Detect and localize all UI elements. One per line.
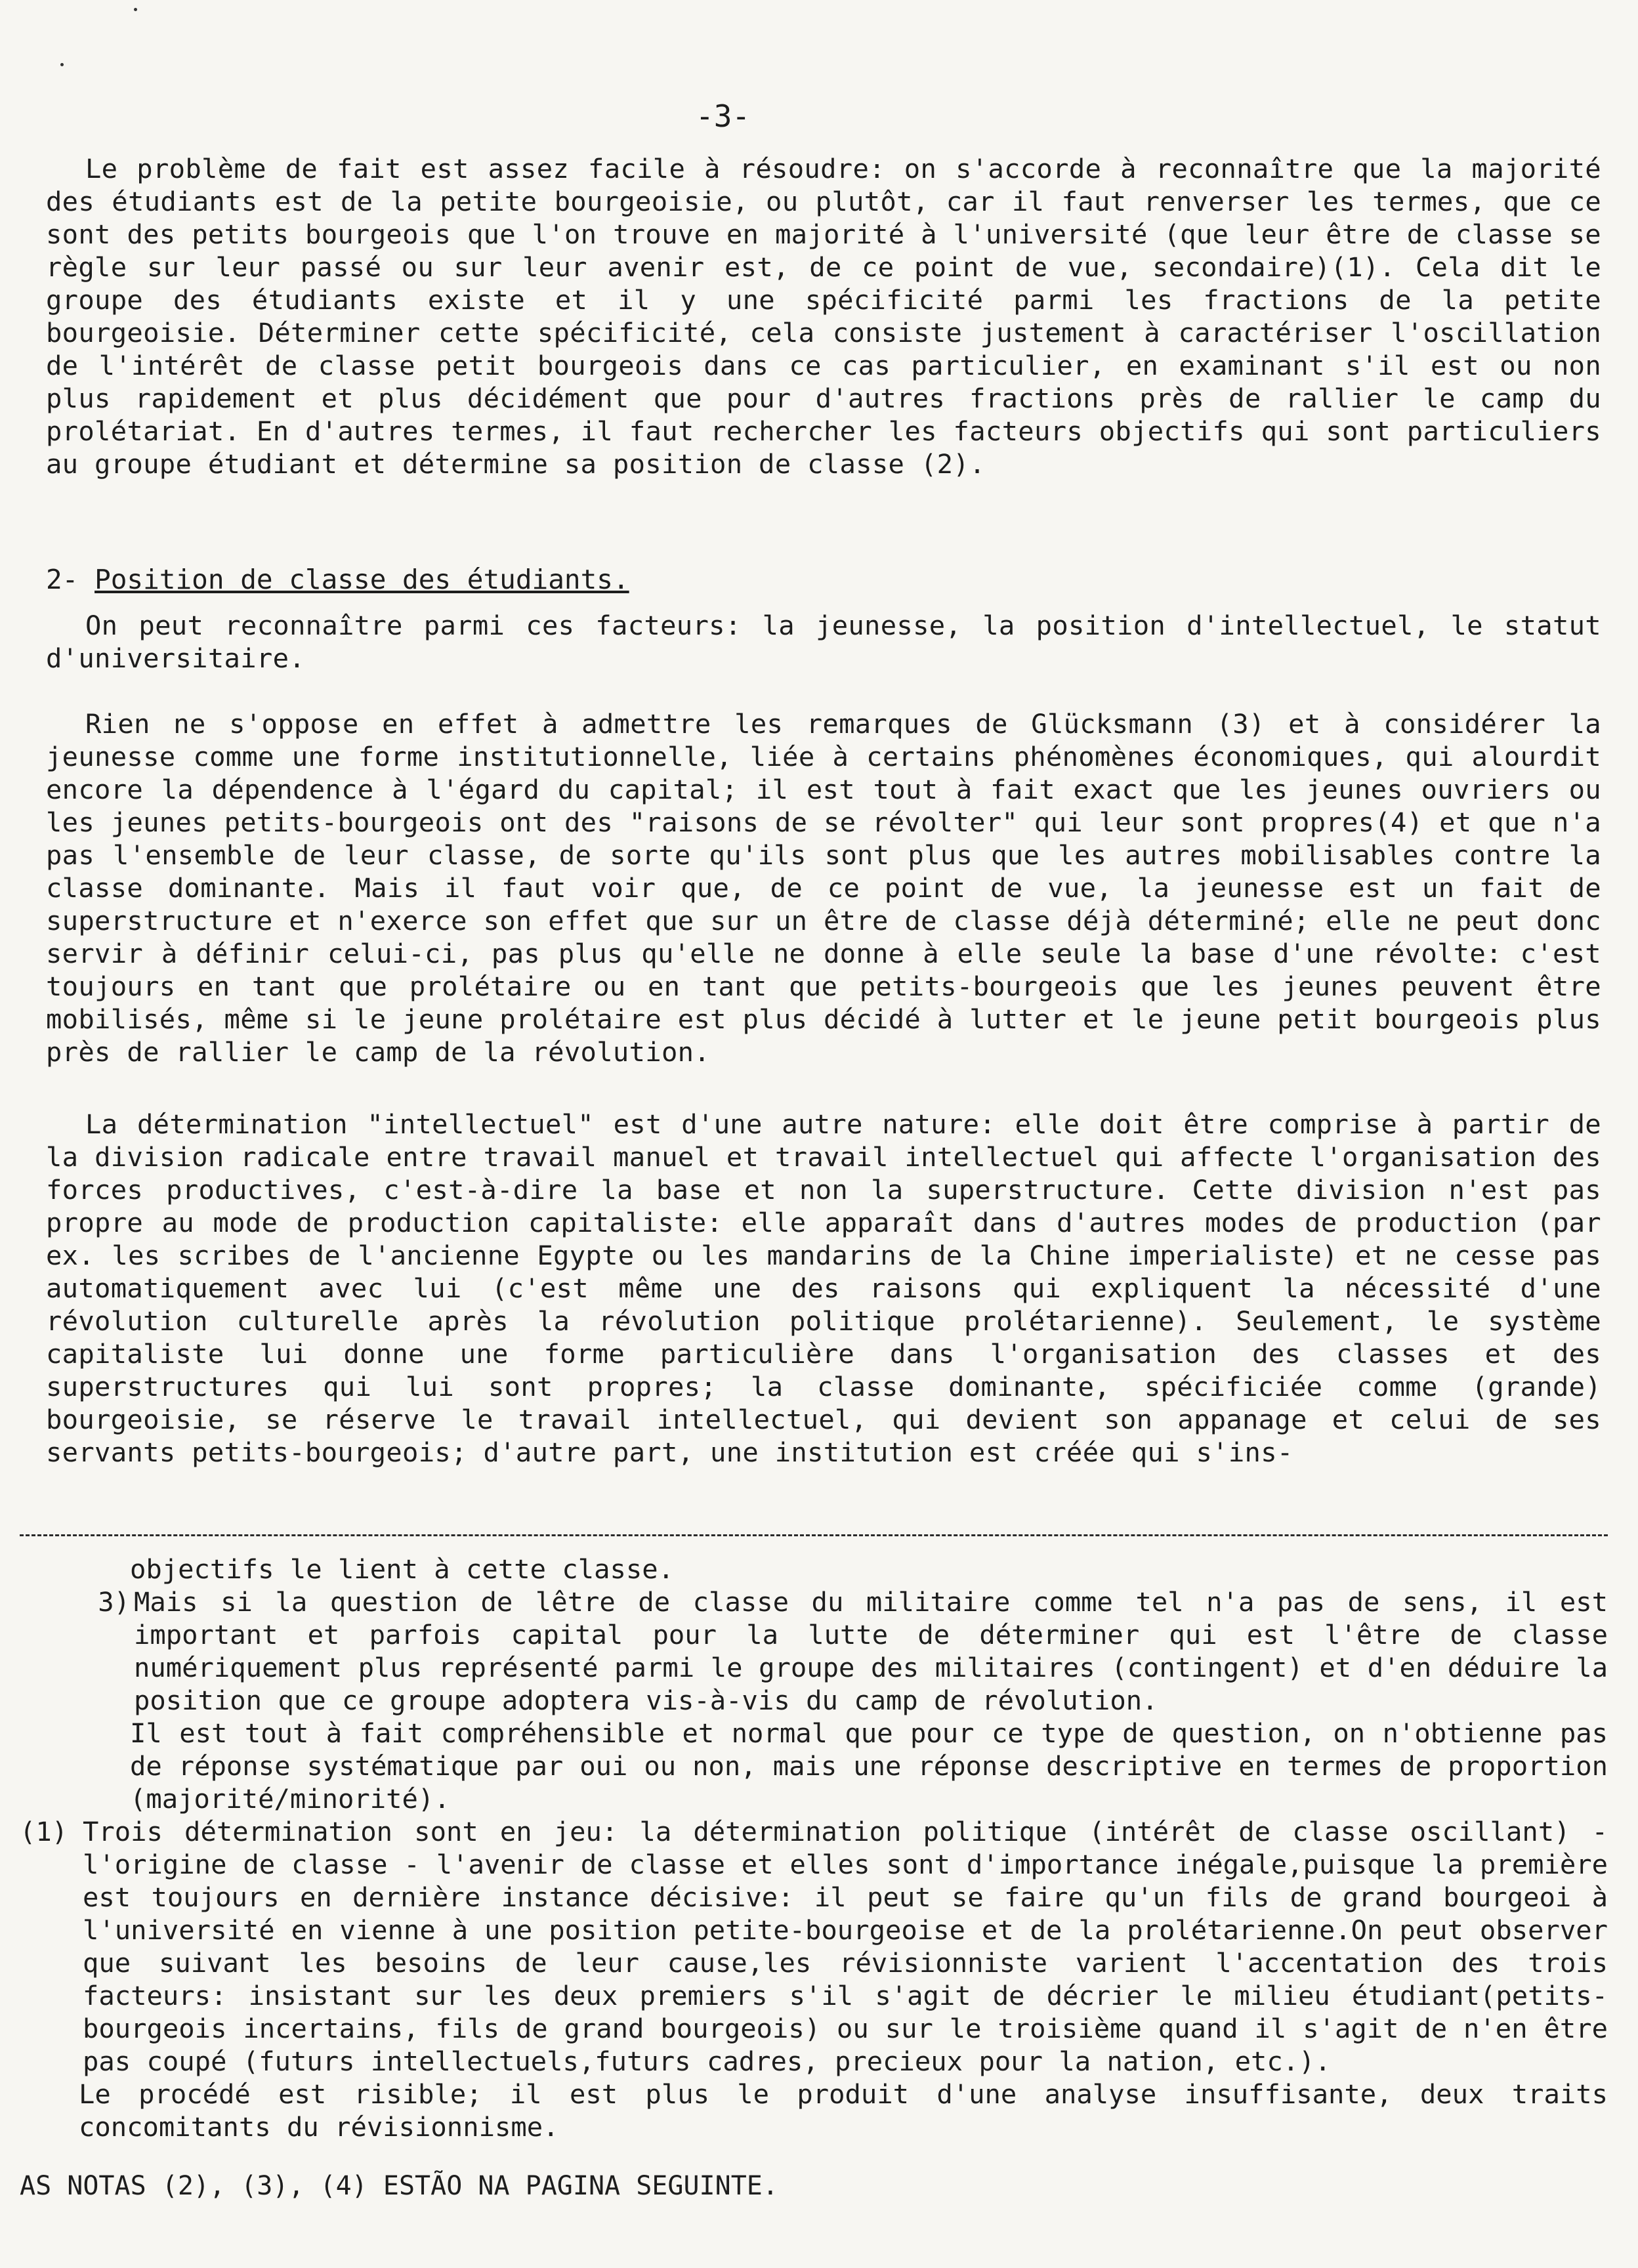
note-1 [20,1815,1608,2078]
scan-speck [60,63,64,66]
paragraph-text: On peut reconnaître parmi ces facteurs: la jeunesse, la position d'intellectuel, le statut d'universitaire. [46,610,1601,674]
paragraph-intellectuel [46,1108,1601,1469]
note-3-text-2: Il est tout à fait compréhensible et normal que pour ce type de question, on n'obtienne pas de réponse systématique par oui ou non, mais une réponse descriptive en termes de proportion (majorité/minorité). [130,1717,1608,1815]
note-1-mark: (1) [20,1816,68,1847]
section-heading-title: Position de classe des étudiants. [94,564,629,595]
scan-speck [134,8,137,11]
intro-paragraph [46,152,1601,480]
footer-note: AS NOTAS (2), (3), (4) ESTÃO NA PAGINA SEGUINTE. [20,2171,778,2201]
note-1-text-2: Le procédé est risible; il est plus le produit d'une analyse insuffisante, deux traits concomitants du révisionnisme. [79,2078,1608,2143]
section-heading-number: 2- [46,564,79,595]
note-3 [58,1586,1608,1717]
footnote-separator [20,1534,1608,1536]
paragraph-factors [46,609,1601,675]
page-number: -3- [696,98,751,134]
paragraph-jeunesse [46,707,1601,1068]
note-1-text: Trois détermination sont en jeu: la détermination politique (intérêt de classe oscillant) - l'origine de classe - l'avenir de classe et elles sont d'importance inégale,puisque la première est toujours en dernière instance décisive: il peut se faire qu'un fils de grand bourgeoi à l'université en vienne à une position petite-bourgeoise et de la prolétarienne.On peut observer que suivant les besoins de leur cause,les révisionniste varient l'accentation des trois facteurs: insistant sur les deux premiers s'il s'agit de décrier le milieu étudiant(petits-bourgeois incertains, fils de grand bourgeois) ou sur le troisième quand il s'agit de n'en être pas coupé (futurs intellectuels,futurs cadres, precieux pour la nation, etc.). [83,1816,1608,2077]
paragraph-text: La détermination "intellectuel" est d'une autre nature: elle doit être comprise à partir de la division radicale entre travail manuel et travail intellectuel qui affecte l'organisation des forces productives, c'est-à-dire la base et non la superstructure. Cette division n'est pas propre au mode de production capitaliste: elle apparaît dans d'autres modes de production (par ex. les scribes de l'ancienne Egypte ou les mandarins de la Chine imperialiste) et ne cesse pas automatiquement avec lui (c'est même une des raisons qui expliquent la nécessité d'une révolution culturelle après la révolution politique prolétarienne). Seulement, le système capitaliste lui donne une forme particulière dans l'organisation des classes et des superstructures qui lui sont propres; la classe dominante, spécificiée comme (grande) bourgeoisie, se réserve le travail intellectuel, qui devient son appanage et celui de ses servants petits-bourgeois; d'autre part, une institution est créée qui s'ins- [46,1108,1601,1468]
footnotes [20,1553,1608,2143]
note-3-mark: 3) [98,1586,130,1618]
paragraph-text: Rien ne s'oppose en effet à admettre les remarques de Glücksmann (3) et à considérer la jeunesse comme une forme institutionnelle, liée à certains phénomènes économiques, qui alourdit encore la dépendence à l'égard du capital; il est tout à fait exact que les jeunes ouvriers ou les jeunes petits-bourgeois ont des "raisons de se révolter" qui leur sont propres(4) et que n'a pas l'ensemble de leur classe, de sorte qu'ils sont plus que les autres mobilisables contre la classe dominante. Mais il faut voir que, de ce point de vue, la jeunesse est un fait de superstructure et n'exerce son effet que sur un être de classe déjà déterminé; elle ne peut donc servir à définir celui-ci, pas plus qu'elle ne donne à elle seule la base d'une révolte: c'est toujours en tant que prolétaire ou en tant que petits-bourgeois que les jeunes peuvent être mobilisés, même si le jeune prolétaire est plus décidé à lutter et le jeune petit bourgeois plus près de rallier le camp de la révolution. [46,708,1601,1068]
intro-paragraph-text: Le problème de fait est assez facile à résoudre: on s'accorde à reconnaître que la majorité des étudiants est de la petite bourgeoisie, ou plutôt, car il faut renverser les termes, que ce sont des petits bourgeois que l'on trouve en majorité à l'université (que leur être de classe se règle sur leur passé ou sur leur avenir est, de ce point de vue, secondaire)(1). Cela dit le groupe des étudiants existe et il y une spécificité parmi les fractions de la petite bourgeoisie. Déterminer cette spécificité, cela consiste justement à caractériser l'oscillation de l'intérêt de classe petit bourgeois dans ce cas particulier, en examinant s'il est ou non plus rapidement et plus décidément que pour d'autres fractions près de rallier le camp du prolétariat. En d'autres termes, il faut rechercher les facteurs objectifs qui sont particuliers au groupe étudiant et détermine sa position de classe (2). [46,153,1601,480]
section-heading [46,563,629,596]
note-3-text: Mais si la question de lêtre de classe du militaire comme tel n'a pas de sens, il est important et parfois capital pour la lutte de déterminer qui est l'être de classe numériquement plus représenté parmi le groupe des militaires (contingent) et d'en déduire la position que ce groupe adoptera vis-à-vis du camp de révolution. [134,1586,1608,1716]
note-continuation: objectifs le lient à cette classe. [130,1553,675,1585]
